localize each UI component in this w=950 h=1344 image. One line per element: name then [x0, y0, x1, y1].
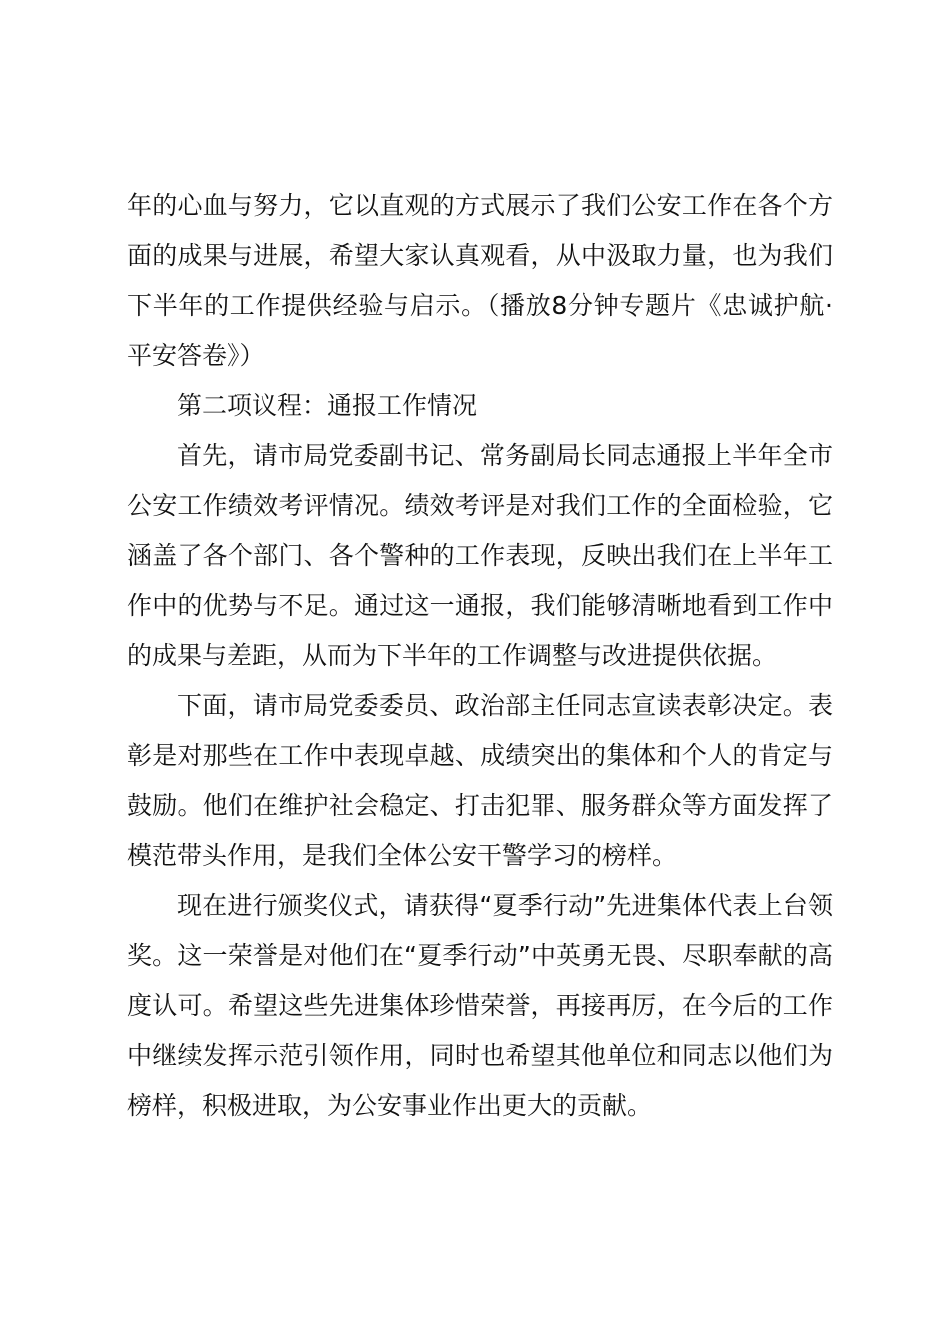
- paragraph-continued: 年的心血与努力，它以直观的方式展示了我们公安工作在各个方面的成果与进展，希望大家认真观看，从中汲取力量，也为我们下半年的工作提供经验与启示。（播放8分钟专题片《忠诚护航·平安答卷》）: [127, 191, 833, 370]
- paragraph-commendation: 下面，请市局党委委员、政治部主任同志宣读表彰决定。表彰是对那些在工作中表现卓越、成绩突出的集体和个人的肯定与鼓励。他们在维护社会稳定、打击犯罪、服务群众等方面发挥了模范带头作用，是我们全体公安干警学习的榜样。: [127, 691, 833, 870]
- agenda-item-heading: 第二项议程：通报工作情况: [177, 391, 478, 420]
- document-body: [127, 181, 833, 1131]
- paragraph-award-ceremony: 现在进行颁奖仪式，请获得“夏季行动”先进集体代表上台领奖。这一荣誉是对他们在“夏季行动”中英勇无畏、尽职奉献的高度认可。希望这些先进集体珍惜荣誉，再接再厉，在今后的工作中继续发挥示范引领作用，同时也希望其他单位和同志以他们为榜样，积极进取，为公安事业作出更大的贡献。: [127, 891, 833, 1120]
- paragraph-performance-report: 首先，请市局党委副书记、常务副局长同志通报上半年全市公安工作绩效考评情况。绩效考评是对我们工作的全面检验，它涵盖了各个部门、各个警种的工作表现，反映出我们在上半年工作中的优势与不足。通过这一通报，我们能够清晰地看到工作中的成果与差距，从而为下半年的工作调整与改进提供依据。: [127, 441, 833, 670]
